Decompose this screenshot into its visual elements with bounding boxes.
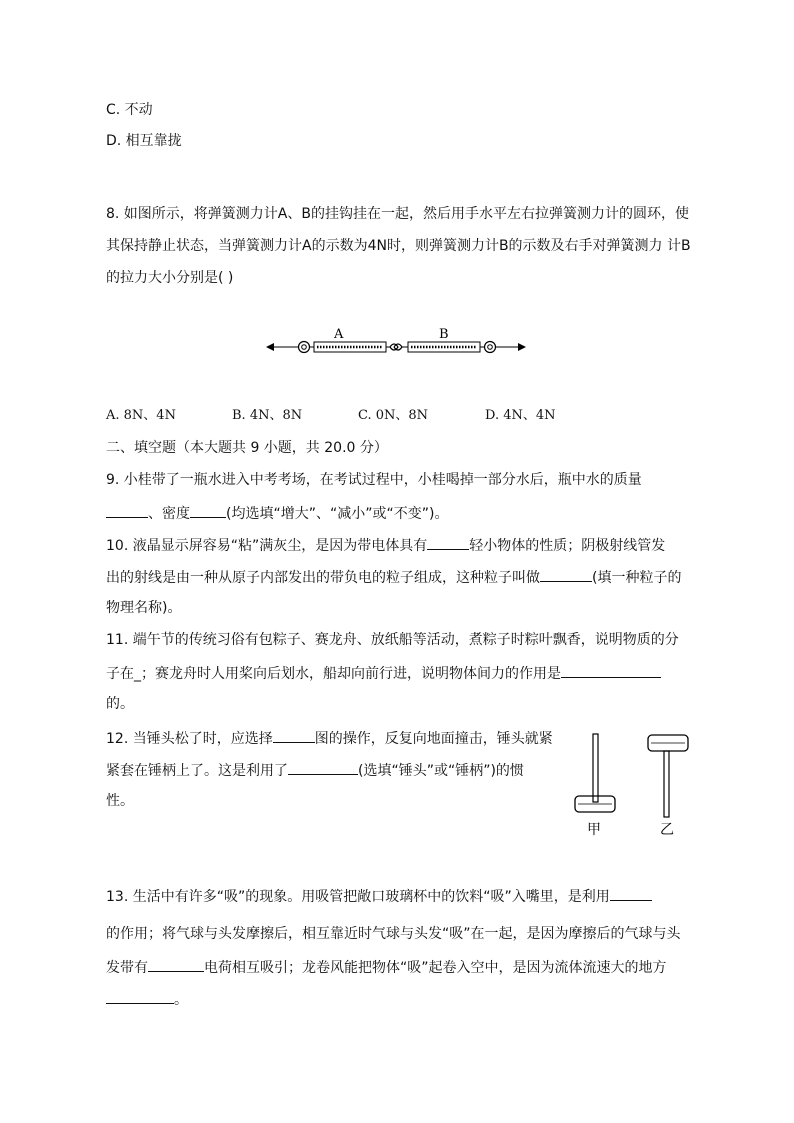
q8-option-c: C. 0N、8N bbox=[358, 408, 429, 423]
q13-text-line1: 13. 生活中有许多“吸”的现象。用吸管把敞口玻璃杯中的饮料“吸”入嘴里，是利用 bbox=[106, 885, 652, 907]
q10-text-line3: 物理名称)。 bbox=[106, 600, 182, 616]
q10-blank-1[interactable] bbox=[427, 534, 469, 550]
q8-text-line2: 其保持静止状态，当弹簧测力计A的示数为4N时，则弹簧测力计B的示数及右手对弹簧测力 计B bbox=[106, 238, 691, 254]
q8-option-b: B. 4N、8N bbox=[232, 408, 303, 423]
q9-text-line1: 9. 小桂带了一瓶水进入中考考场，在考试过程中，小桂喝掉一部分水后，瓶中水的质量 bbox=[106, 472, 642, 488]
scale-a-label: A bbox=[334, 327, 344, 342]
q11-blank[interactable] bbox=[561, 662, 661, 678]
q13-text-line3: 发带有 电荷相互吸引；龙卷风能把物体“吸”起卷入空中，是因为流体流速大的地方 bbox=[106, 956, 667, 978]
q10-text-line1: 10. 液晶显示屏容易“粘”满灰尘，是因为带电体具有 轻小物体的性质；阴极射线管发 bbox=[106, 534, 665, 556]
q12-text-line1: 12. 当锤头松了时，应选择 图的操作，反复向地面撞击，锤头就紧 bbox=[106, 727, 553, 749]
q10-blank-2[interactable] bbox=[540, 566, 592, 582]
q12-blank-2[interactable] bbox=[288, 759, 358, 775]
q9-blank-mass[interactable] bbox=[106, 502, 148, 518]
q13-text-line4: 。 bbox=[106, 988, 188, 1010]
q8-text-line1: 8. 如图所示，将弹簧测力计A、B的挂钩挂在一起，然后用手水平左右拉弹簧测力计的圆环，使 bbox=[106, 206, 689, 222]
q11-text-line1: 11. 端午节的传统习俗有包粽子、赛龙舟、放纸船等活动，煮粽子时粽叶飘香，说明物质的分 bbox=[106, 632, 679, 648]
q13-text-line2: 的作用；将气球与头发摩擦后，相互靠近时气球与头发“吸”在一起，是因为摩擦后的气球与头 bbox=[106, 926, 681, 942]
q13-blank-1[interactable] bbox=[610, 885, 652, 901]
section-header: 二、填空题（本大题共 9 小题，共 20.0 分） bbox=[106, 440, 388, 456]
q7-option-c: C. 不动 bbox=[106, 102, 153, 118]
spring-scale-figure bbox=[262, 322, 532, 362]
q8-text-line3: 的拉力大小分别是( ) bbox=[106, 270, 234, 286]
q12-text-line3: 性。 bbox=[106, 793, 134, 809]
figure-label-jia: 甲 bbox=[587, 822, 601, 838]
q10-text-line2: 出的射线是由一种从原子内部发出的带负电的粒子组成，这种粒子叫做 (填一种粒子的 bbox=[106, 566, 681, 588]
q9-text-line2: 、密度 (均选填“增大”、“减小”或“不变”)。 bbox=[106, 502, 448, 524]
q7-option-d: D. 相互靠拢 bbox=[106, 133, 182, 149]
q12-text-line2: 紧套在锤柄上了。这是利用了 (选填“锤头”或“锤柄”)的惯 bbox=[106, 759, 524, 781]
q11-text-line3: 的。 bbox=[106, 696, 134, 712]
q9-blank-density[interactable] bbox=[190, 502, 226, 518]
scale-b-label: B bbox=[439, 327, 449, 342]
q11-text-line2: 子在_；赛龙舟时人用桨向后划水，船却向前行进，说明物体间力的作用是 bbox=[106, 662, 661, 684]
q8-option-a: A. 8N、4N bbox=[106, 408, 176, 423]
q13-blank-2[interactable] bbox=[148, 956, 204, 972]
figure-label-yi: 乙 bbox=[660, 822, 674, 838]
q13-blank-3[interactable] bbox=[106, 988, 174, 1004]
hammer-figure bbox=[568, 726, 698, 841]
q8-option-d: D. 4N、4N bbox=[485, 408, 556, 423]
q12-blank-1[interactable] bbox=[273, 727, 315, 743]
